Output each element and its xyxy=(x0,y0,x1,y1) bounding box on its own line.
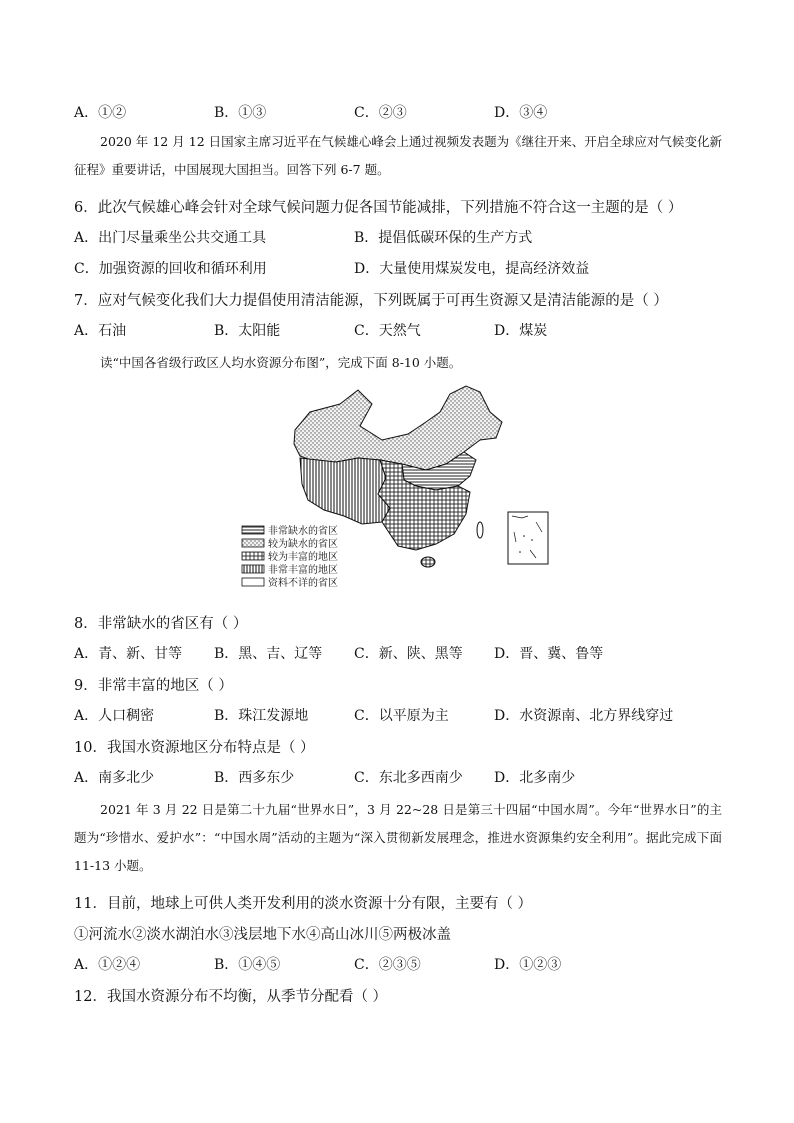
q11-option-a: A．①②④ xyxy=(74,957,141,973)
hainan-island xyxy=(421,557,435,567)
q5-option-d: D．③④ xyxy=(494,105,548,121)
q6-option-a: A．出门尽量乘坐公共交通工具 xyxy=(74,230,267,246)
q7-options xyxy=(74,320,734,340)
map-legend xyxy=(242,524,338,589)
passage-climate-summit: 2020 年 12 月 12 日国家主席习近平在气候雄心峰会上通过视频发表题为《继往开来、开启全球应对气候变化新征程》重要讲话，中国展现大国担当。回答下列 6-7 题。 xyxy=(74,134,722,177)
q9-option-c: C．以平原为主 xyxy=(354,708,449,724)
q9-option-d: D．水资源南、北方界线穿过 xyxy=(494,708,674,724)
q9-stem: 9．非常丰富的地区（ ） xyxy=(74,678,233,694)
q6-option-b: B．提倡低碳环保的生产方式 xyxy=(354,230,533,246)
q10-option-c: C．东北多西南少 xyxy=(354,770,463,786)
q10-option-b: B．西多东少 xyxy=(214,770,295,786)
legend-label-very-rich: 非常丰富的地区 xyxy=(268,565,338,576)
q6-option-c: C．加强资源的回收和循环利用 xyxy=(74,261,267,277)
q8-option-b: B．黑、吉、辽等 xyxy=(214,646,323,662)
q11-stem: 11．目前，地球上可供人类开发利用的淡水资源十分有限，主要有（ ） xyxy=(74,896,533,912)
q11-option-b: B．①④⑤ xyxy=(214,957,281,973)
legend-label-relatively-scarce: 较为缺水的省区 xyxy=(268,539,338,550)
q11-options xyxy=(74,954,734,974)
q7-stem: 7．应对气候变化我们大力提倡使用清洁能源，下列既属于可再生资源又是清洁能源的是（ ） xyxy=(74,293,668,309)
q9-options xyxy=(74,705,734,725)
taiwan-island xyxy=(477,522,483,538)
q11-option-d: D．①②③ xyxy=(494,957,562,973)
q6-options-row2 xyxy=(74,258,734,278)
q6-stem: 6．此次气候雄心峰会针对全球气候问题力促各国节能减排，下列措施不符合这一主题的是（ ） xyxy=(74,200,683,216)
q6-option-d: D．大量使用煤炭发电，提高经济效益 xyxy=(354,261,590,277)
legend-label-very-scarce: 非常缺水的省区 xyxy=(268,526,338,537)
q8-options xyxy=(74,643,734,663)
legend-label-unknown: 资料不详的省区 xyxy=(268,578,338,589)
q7-option-c: C．天然气 xyxy=(354,323,421,339)
q10-stem: 10．我国水资源地区分布特点是（ ） xyxy=(74,740,315,756)
q7-option-a: A．石油 xyxy=(74,323,127,339)
q7-option-d: D．煤炭 xyxy=(494,323,548,339)
q10-option-d: D．北多南少 xyxy=(494,770,576,786)
q10-option-a: A．南多北少 xyxy=(74,770,155,786)
q12-stem: 12．我国水资源分布不均衡，从季节分配看（ ） xyxy=(74,989,388,1005)
q7-option-b: B．太阳能 xyxy=(214,323,281,339)
q8-option-d: D．晋、冀、鲁等 xyxy=(494,646,604,662)
china-water-map xyxy=(240,382,560,594)
region-very-rich xyxy=(300,458,390,524)
q9-option-a: A．人口稠密 xyxy=(74,708,155,724)
q6-options-row1 xyxy=(74,227,734,247)
q8-option-c: C．新、陕、黑等 xyxy=(354,646,463,662)
q5-option-b: B．①③ xyxy=(214,105,267,121)
q10-options xyxy=(74,767,734,787)
q9-option-b: B．珠江发源地 xyxy=(214,708,309,724)
q5-option-c: C．②③ xyxy=(354,105,407,121)
q8-option-a: A．青、新、甘等 xyxy=(74,646,183,662)
passage-world-water-day: 2021 年 3 月 22 日是第二十九届“世界水日”，3 月 22~28 日是第三十四届“中国水周”。今年“世界水日”的主题为“珍惜水、爱护水”：“中国水周”活动的主题为“深入贯彻新发展理念，推进水资源集约安全利用”。据此完成下面 11-13 小题。 xyxy=(74,802,722,873)
q8-stem: 8．非常缺水的省区有（ ） xyxy=(74,616,248,632)
legend-label-relatively-rich: 较为丰富的地区 xyxy=(268,552,338,563)
q11-items: ①河流水②淡水湖泊水③浅层地下水④高山冰川⑤两极冰盖 xyxy=(74,927,451,943)
map-intro: 读“中国各省级行政区人均水资源分布图”，完成下面 8-10 小题。 xyxy=(100,355,462,370)
south-china-sea-inset xyxy=(508,512,548,564)
q5-options xyxy=(74,102,734,122)
q5-option-a: A．①② xyxy=(74,105,127,121)
q11-option-c: C．②③⑤ xyxy=(354,957,421,973)
